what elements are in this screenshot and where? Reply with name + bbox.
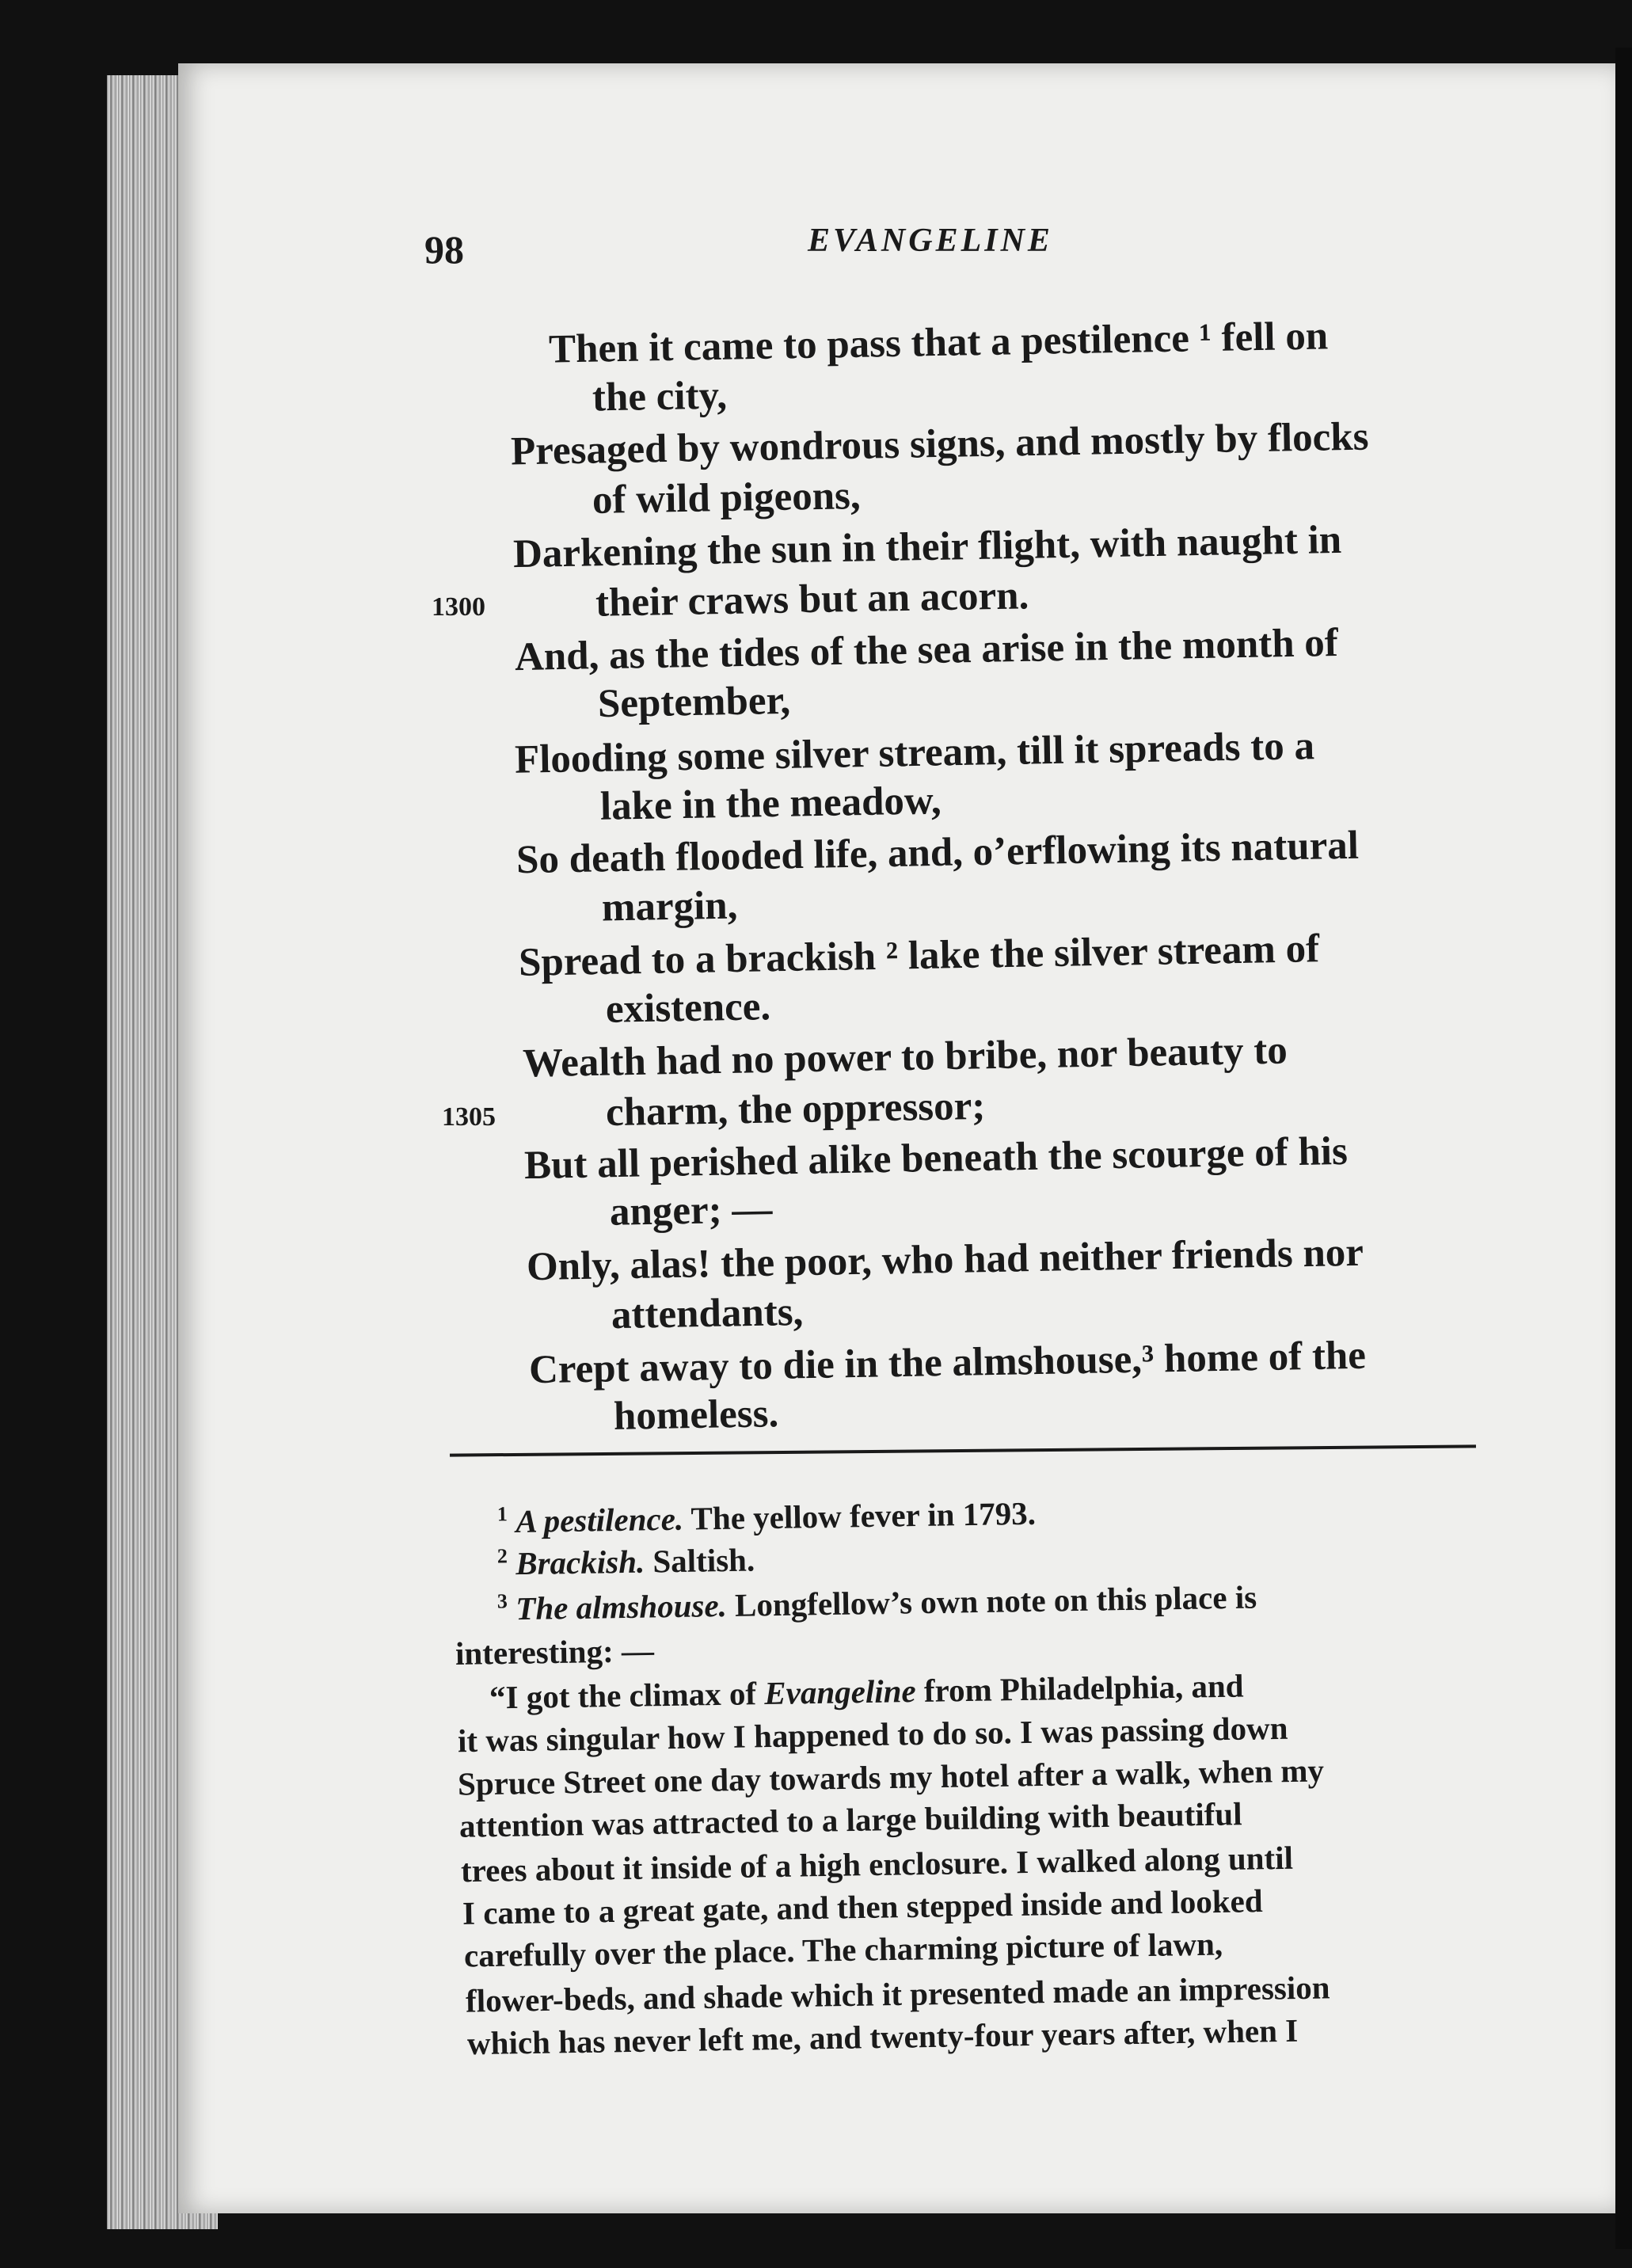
dark-scan-border: [1615, 48, 1632, 2249]
verse-line: Wealth had no power to bribe, nor beauty to: [522, 1028, 1288, 1086]
quote-line: attention was attracted to a large building with beautiful: [458, 1795, 1242, 1844]
verse-line: their craws but an acorn.: [595, 573, 1029, 626]
quote-book-title: Evangeline: [763, 1672, 916, 1712]
page-number: 98: [424, 227, 464, 272]
footnote-term: Brackish.: [515, 1543, 645, 1582]
verse-line: Darkening the sun in their flight, with naught in: [512, 517, 1342, 577]
line-number: 1305: [442, 1102, 496, 1132]
footnote-text: Saltish.: [652, 1541, 755, 1580]
running-title: EVANGELINE: [808, 223, 1053, 259]
verse-line: September,: [597, 678, 791, 727]
line-number: 1300: [432, 592, 485, 622]
quote-line: which has never left me, and twenty-four years after, when I: [466, 2011, 1299, 2062]
footnote-2: [497, 1540, 755, 1582]
quote-line: Spruce Street one day towards my hotel after a walk, when my: [457, 1752, 1325, 1802]
verse-line: homeless.: [613, 1391, 779, 1439]
verse-line: margin,: [601, 883, 738, 930]
verse-line: attendants,: [611, 1289, 804, 1338]
verse-line: Crept away to die in the almshouse,³ home of the: [528, 1333, 1367, 1393]
quote-line: trees about it inside of a high enclosure. I walked along until: [460, 1839, 1294, 1889]
verse-line: Flooding some silver stream, till it spreads to a: [514, 724, 1315, 782]
footnote-term: A pestilence.: [515, 1500, 684, 1539]
verse-line: lake in the meadow,: [599, 778, 942, 829]
verse-line: Spread to a brackish ² lake the silver stream of: [518, 927, 1320, 985]
quote-opening-rest: from Philadelphia, and: [915, 1667, 1244, 1710]
verse-line: the city,: [592, 373, 728, 420]
verse-line: But all perished alike beneath the scourge of his: [523, 1128, 1349, 1189]
verse-line: of wild pigeons,: [592, 474, 862, 523]
quote-opening: “I got the climax of: [489, 1675, 765, 1716]
verse-line: And, as the tides of the sea arise in the month of: [514, 620, 1339, 680]
footnote-text: Longfellow’s own note on this place is: [734, 1578, 1257, 1623]
verse-line: So death flooded life, and, o’erflowing its natural: [515, 823, 1360, 883]
verse-line: existence.: [605, 984, 771, 1032]
quote-line: I came to a great gate, and then stepped inside and looked: [462, 1882, 1263, 1931]
footnote-number: 3: [496, 1589, 508, 1613]
footnote-text: The yellow fever in 1793.: [690, 1494, 1037, 1537]
verse-line: anger; —: [609, 1187, 773, 1235]
quote-line: carefully over the place. The charming picture of lawn,: [463, 1925, 1223, 1974]
verse-line: Presaged by wondrous signs, and mostly by flocks: [510, 414, 1369, 474]
quote-line: it was singular how I happened to do so. I was passing down: [457, 1709, 1288, 1760]
verse-line: Only, alas! the poor, who had neither friends nor: [526, 1230, 1364, 1290]
footnote-3-continued: interesting: —: [455, 1632, 655, 1672]
footnote-term: The almshouse.: [515, 1586, 728, 1627]
verse-line: charm, the oppressor;: [605, 1083, 986, 1136]
quote-line: flower-beds, and shade which it presented made an impression: [465, 1969, 1330, 2019]
footnote-number: 2: [496, 1544, 508, 1568]
verse-line: Then it came to pass that a pestilence ¹ fell on: [548, 314, 1329, 372]
footnote-number: 1: [496, 1502, 508, 1526]
